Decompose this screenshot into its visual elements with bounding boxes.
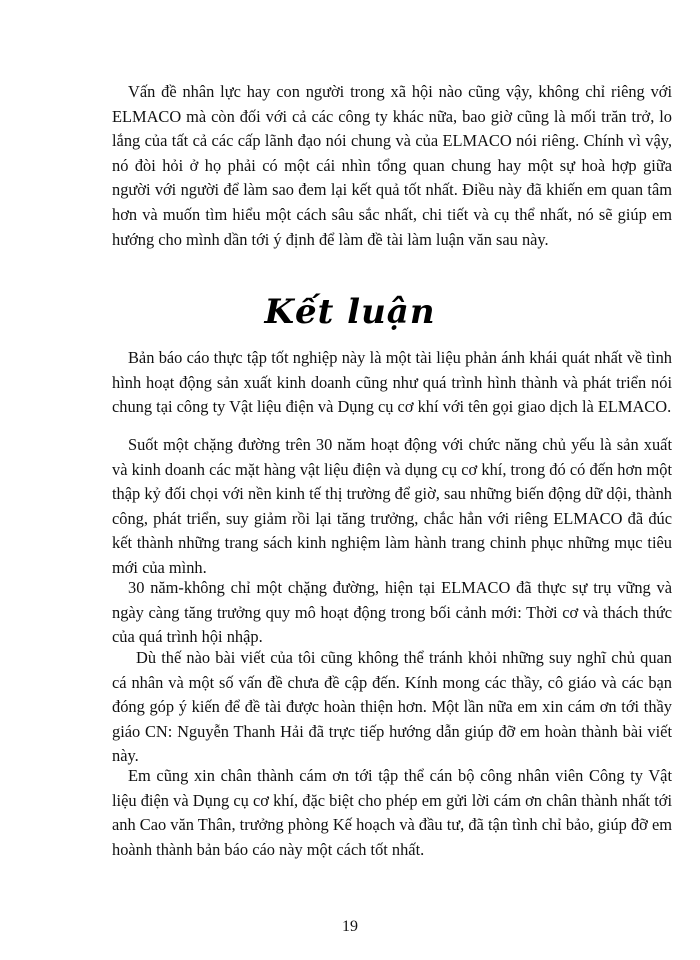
intro-paragraph: Vấn đề nhân lực hay con người trong xã hội nào cũng vậy, không chỉ riêng với ELMACO mà còn đối với cả các công ty khác nữa, bao giờ cũng là mối trăn trở, lo lắng của tất cả các cấp lãnh đạo nói chung và của ELMACO nói riêng. Chính vì vậy, nó đòi hỏi ở họ phải có một cái nhìn tổng quan chung hay một sự hoà hợp giữa người với người để làm sao đem lại kết quả tốt nhất. Điều này đã khiến em quan tâm hơn và muốn tìm hiểu một cách sâu sắc nhất, chi tiết và cụ thể nhất, nó sẽ giúp em hướng cho mình dần tới ý định để làm đề tài làm luận văn sau này.	[112, 82, 672, 249]
conclusion-paragraph-3: 30 năm-không chỉ một chặng đường, hiện tại ELMACO đã thực sự trụ vững và ngày càng tăng trưởng quy mô hoạt động trong bối cảnh mới: Thời cơ và thách thức của quá trình hội nhập.	[112, 578, 672, 647]
conclusion-paragraph-5: Em cũng xin chân thành cám ơn tới tập thể cán bộ công nhân viên Công ty Vật liệu điện và Dụng cụ cơ khí, đặc biệt cho phép em gửi lời cám ơn chân thành nhất tới anh Cao văn Thân, trưởng phòng Kế hoạch và đầu tư, đã tận tình chỉ bảo, giúp đỡ em hoành thành bản báo cáo này một cách tốt nhất.	[112, 766, 672, 859]
conclusion-heading: Kết luận	[264, 292, 436, 332]
conclusion-paragraph-1: Bản báo cáo thực tập tốt nghiệp này là một tài liệu phản ánh khái quát nhất về tình hình hoạt động sản xuất kinh doanh cũng như quá trình hình thành và phát triển nói chung tại công ty Vật liệu điện và Dụng cụ cơ khí với tên gọi giao dịch là ELMACO.	[112, 348, 672, 417]
conclusion-paragraph-2: Suốt một chặng đường trên 30 năm hoạt động với chức năng chủ yếu là sản xuất và kinh doanh các mặt hàng vật liệu điện và dụng cụ cơ khí, trong đó có đến hơn một thập kỷ đối chọi với nền kinh tế thị trường để giờ, sau những biến động dữ dội, thành công, phát triển, suy giảm rồi lại tăng trưởng, chắc hẳn với riêng ELMACO đã đúc kết thành những trang sách kinh nghiệm làm hành trang chinh phục những mục tiêu mới của mình.	[112, 435, 672, 577]
conclusion-paragraph-4: Dù thế nào bài viết của tôi cũng không thể tránh khỏi những suy nghĩ chủ quan cá nhân và một số vấn đề chưa đề cập đến. Kính mong các thầy, cô giáo và các bạn đóng góp ý kiến để đề tài được hoàn thiện hơn. Một lần nữa em xin cám ơn tới thầy giáo CN: Nguyễn Thanh Hải đã trực tiếp hướng dẫn giúp đỡ em hoàn thành bài viết này.	[112, 648, 672, 766]
page-number: 19	[342, 918, 358, 935]
